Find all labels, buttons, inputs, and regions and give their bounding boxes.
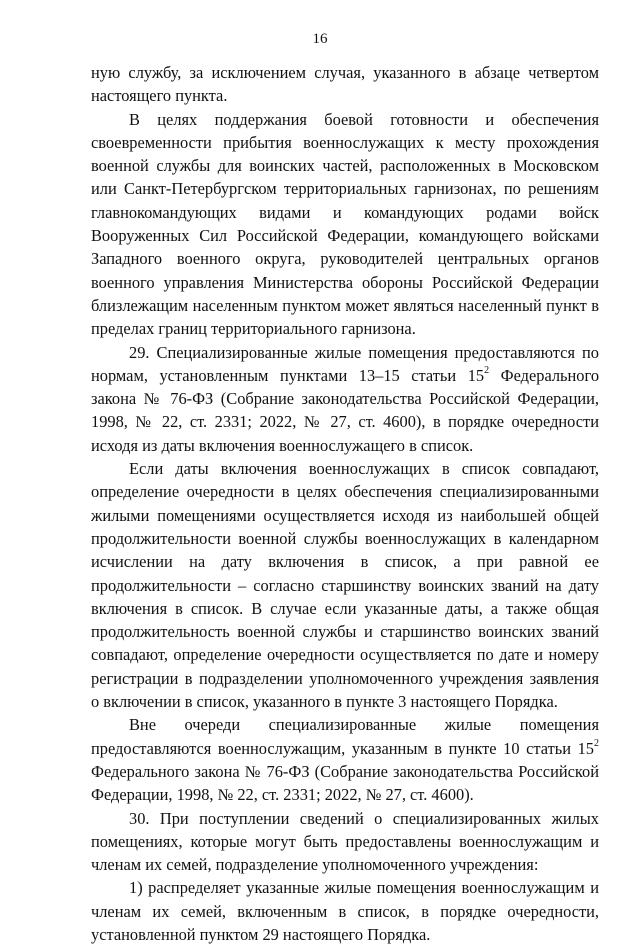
text-segment: Федерального закона № 76-ФЗ (Собрание законодательства Российской Федерации, 1998, № 22, ст. 2331; 2022, № 27, ст. 4600), в порядке очередности исходя из даты включения военнослужащего в список.: [91, 365, 600, 455]
text-segment: В целях поддержания боевой готовности и обеспечения своевременности прибытия военнослужащих к месту прохождения военной службы для воинских частей, расположенных в Московском или Санкт-Петербургском территориальных гарнизонах, по решениям главнокомандующих видами и командующих родами войск Вооруженных Сил Российской Федерации, командующего войсками Западного военного округа, руководителей центральных органов военного управления Министерства обороны Российской Федерации близлежащим населенным пунктом может являться населенный пункт в пределах границ территориального гарнизона.: [91, 109, 599, 339]
document-body: [91, 61, 599, 946]
paragraph: [91, 876, 599, 946]
page-number: 16: [312, 31, 328, 47]
text-segment: Если даты включения военнослужащих в список совпадают, определение очередности в целях обеспечения специализированными жилыми помещениями осуществляется исходя из наибольшей общей продолжительности военной службы военнослужащих в календарном исчислении на дату включения в список, а при равной ее продолжительности – согласно старшинству воинских званий на дату включения в список. В случае если указанные даты, а также общая продолжительность военной службы и старшинство воинских званий совпадают, определение очередности осуществляется по дате и номеру регистрации в подразделении уполномоченного учреждения заявления о включении в список, указанного в пункте 3 настоящего Порядка.: [91, 459, 599, 712]
text-segment: Вне очереди специализированные жилые помещения предоставляются военнослужащим, указанным в пункте 10 статьи 15: [91, 715, 599, 758]
text-segment: 29. Специализированные жилые помещения предоставляются по нормам, установленным пунктами 13–15 статьи 15: [91, 342, 599, 385]
text-segment: 30. При поступлении сведений о специализированных жилых помещениях, которые могут быть предоставлены военнослужащим и членам их семей, подразделение уполномоченного учреждения:: [91, 808, 599, 875]
paragraph: [91, 61, 599, 108]
paragraph: [91, 457, 599, 713]
paragraph: [91, 108, 599, 341]
paragraph: [91, 341, 599, 457]
text-segment: Федерального закона № 76-ФЗ (Собрание законодательства Российской Федерации, 1998, № 22, ст. 2331; 2022, № 27, ст. 4600).: [91, 761, 599, 805]
text-segment: 1) распределяет указанные жилые помещения военнослужащим и членам их семей, включенным в список, в порядке очередности, установленной пунктом 29 настоящего Порядка.: [91, 878, 599, 944]
paragraph: [91, 713, 599, 806]
text-segment: ную службу, за исключением случая, указанного в абзаце четвертом настоящего пункта.: [91, 63, 599, 106]
superscript: 2: [484, 365, 490, 377]
paragraph: [91, 807, 599, 877]
superscript: 2: [594, 738, 599, 750]
